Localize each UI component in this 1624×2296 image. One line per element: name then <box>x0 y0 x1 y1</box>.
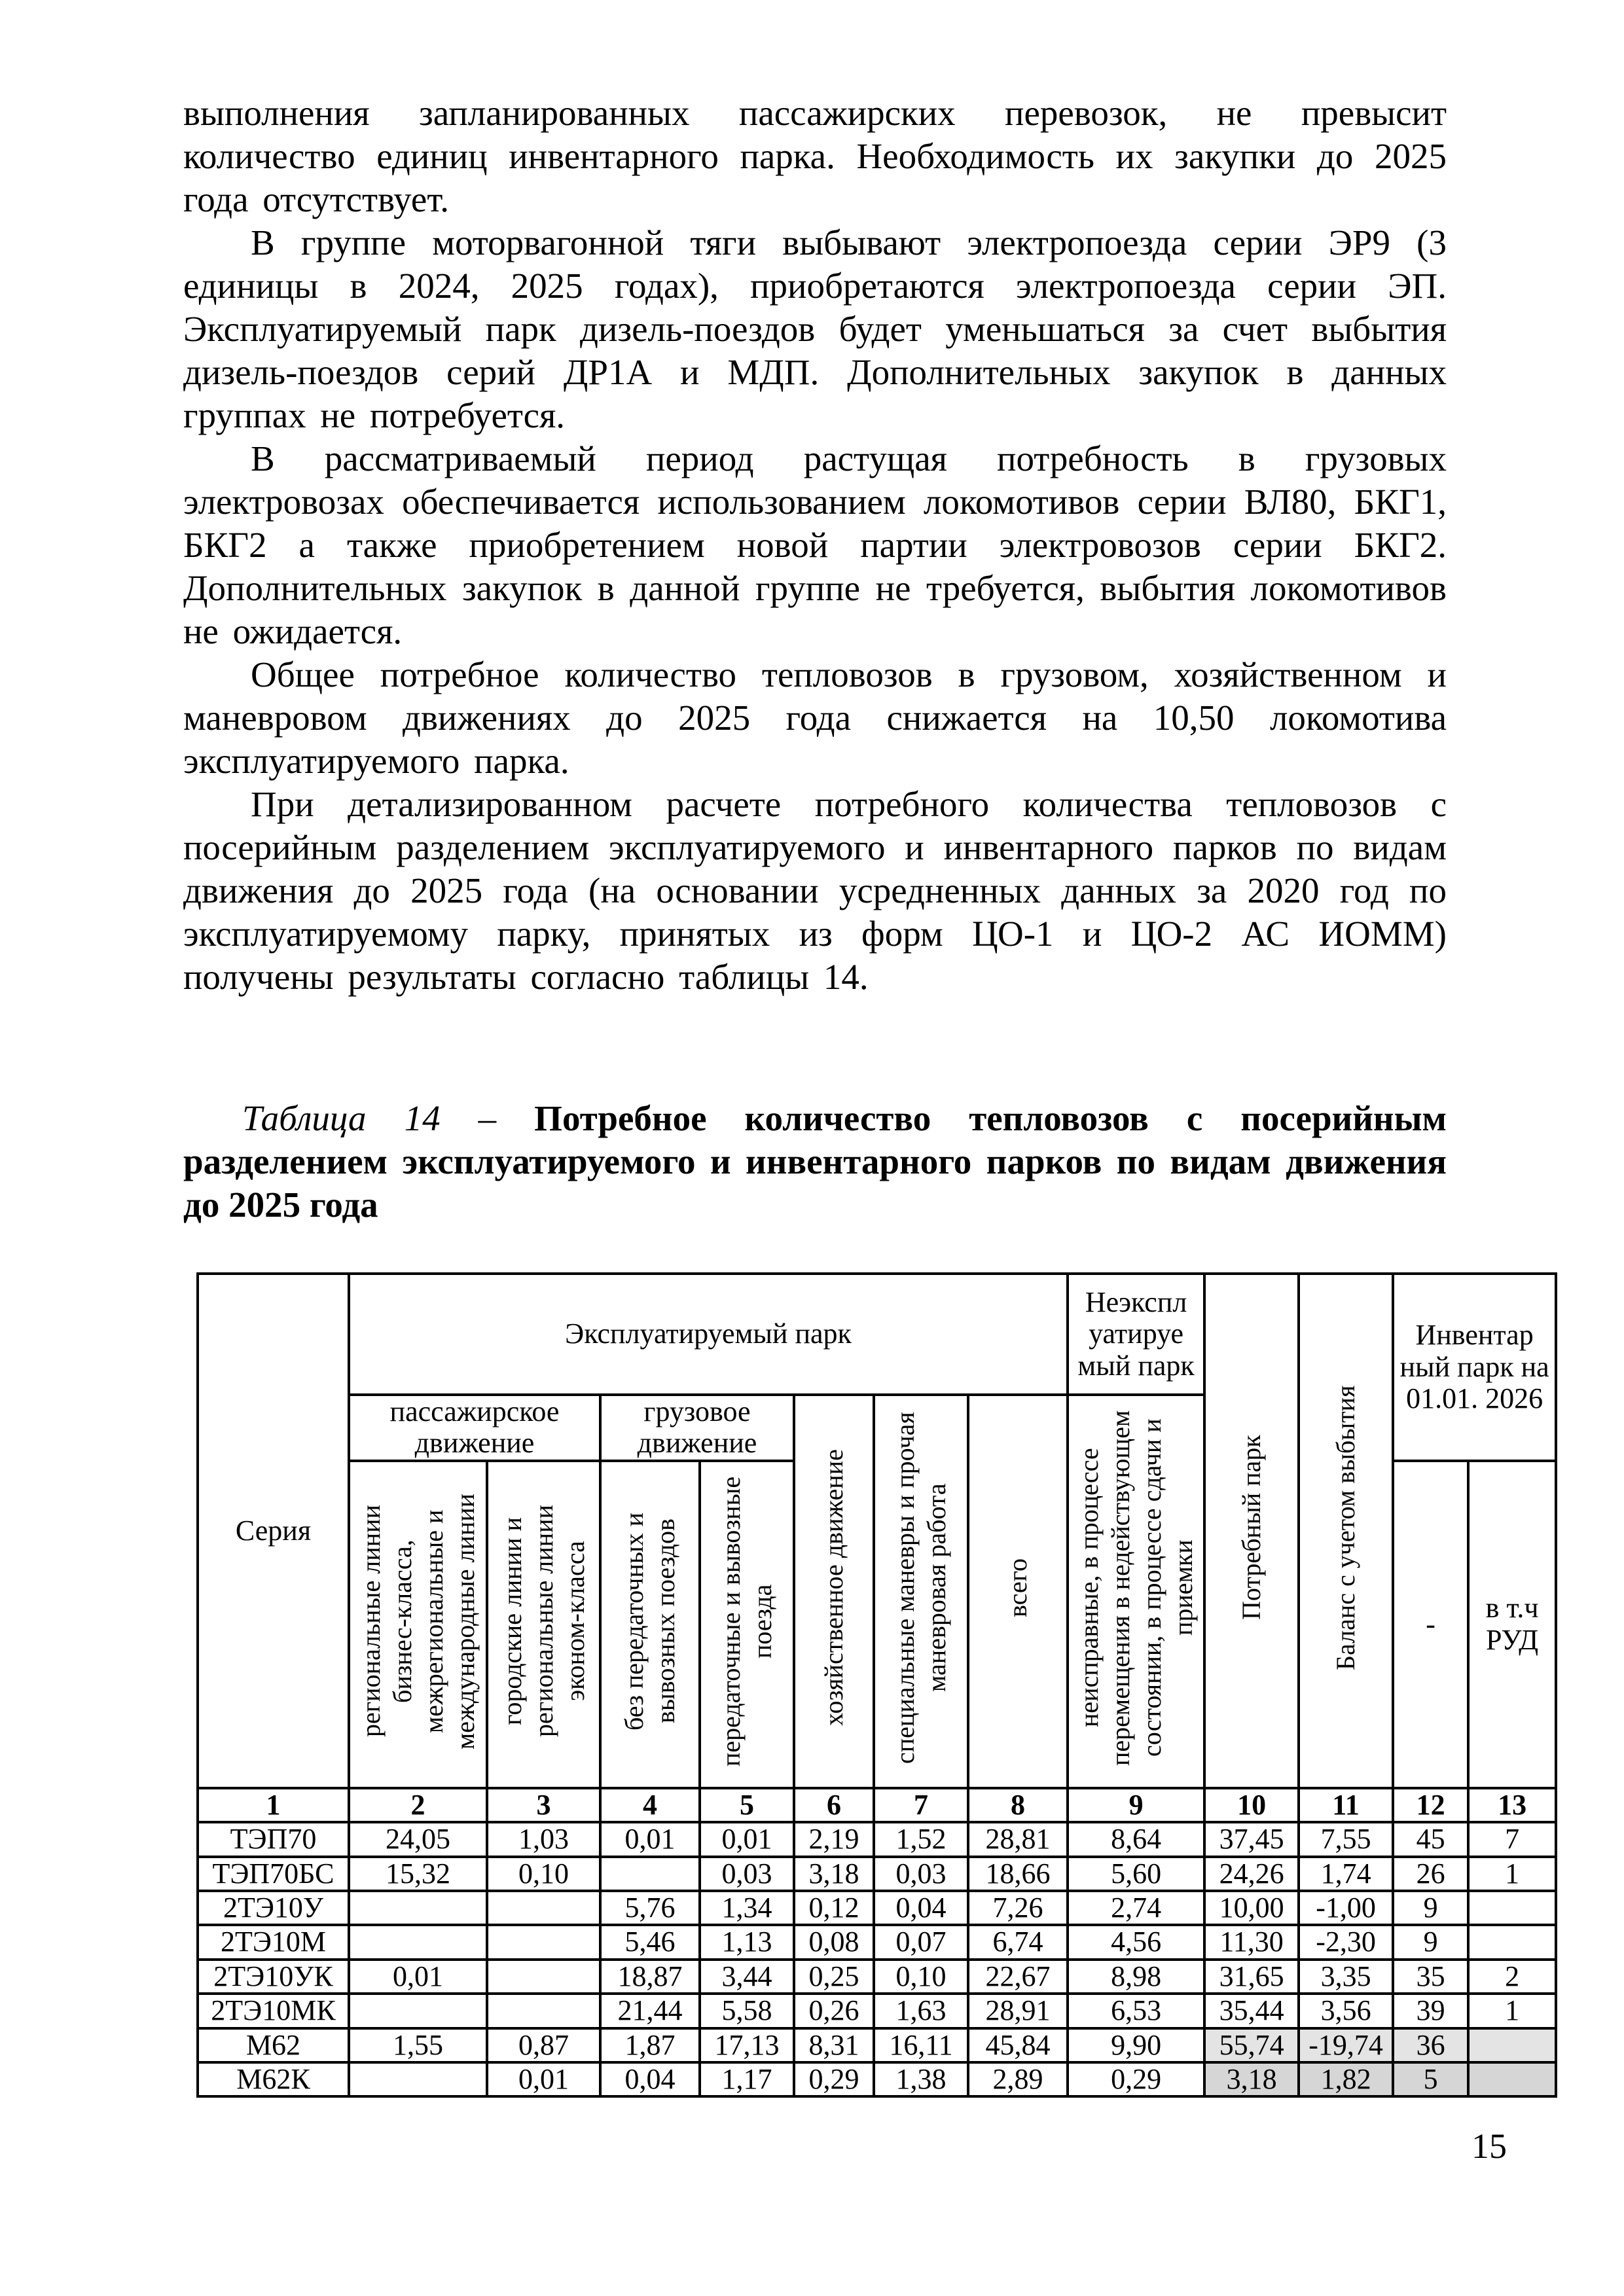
value-cell <box>487 1891 600 1925</box>
table-caption-label: Таблица 14 – <box>242 1098 497 1138</box>
value-cell: 0,04 <box>600 2062 700 2096</box>
column-number: 10 <box>1204 1788 1299 1822</box>
value-cell: 3,56 <box>1299 1994 1393 2028</box>
value-cell: 1,17 <box>700 2062 794 2096</box>
header-without-transfer-trains: без передаточных и вывозных поездов <box>600 1461 700 1788</box>
value-cell: 0,01 <box>600 1822 700 1856</box>
series-cell: ТЭП70БС <box>198 1857 349 1891</box>
value-cell <box>600 1857 700 1891</box>
value-cell: 1,03 <box>487 1822 600 1856</box>
header-rud: в т.ч РУД <box>1468 1461 1556 1788</box>
header-faulty: неисправные, в процессе перемещения в недействующем состоянии, в процессе сдачи и приемки <box>1068 1395 1204 1788</box>
header-required-park: Потребный парк <box>1204 1274 1299 1788</box>
value-cell: 26 <box>1393 1857 1468 1891</box>
paragraph: При детализированном расчете потребного количества тепловозов с посерийным разделением эксплуатируемого и инвентарного парков по видам движения до 2025 года (на основании усредненных данных за 2020 год по эксплуатируемому парку, принятых из форм ЦО-1 и ЦО-2 АС ИОММ) получены результаты согласно таблицы 14. <box>183 784 1447 997</box>
value-cell: 22,67 <box>968 1960 1068 1994</box>
value-cell: 0,07 <box>874 1925 968 1959</box>
value-cell: 0,03 <box>874 1857 968 1891</box>
value-cell: 0,01 <box>487 2062 600 2096</box>
value-cell: 2,19 <box>794 1822 874 1856</box>
value-cell: 1,13 <box>700 1925 794 1959</box>
column-number: 5 <box>700 1788 794 1822</box>
value-cell: 0,08 <box>794 1925 874 1959</box>
table-caption-title: Потребное количество тепловозов с посерийным разделением эксплуатируемого и инвентарного парков по видам движения до 2025 года <box>183 1098 1447 1225</box>
series-cell: М62К <box>198 2062 349 2096</box>
value-cell: 1,52 <box>874 1822 968 1856</box>
value-cell: 1,82 <box>1299 2062 1393 2096</box>
value-cell <box>487 1994 600 2028</box>
value-cell: 21,44 <box>600 1994 700 2028</box>
value-cell: -2,30 <box>1299 1925 1393 1959</box>
value-cell: 1,87 <box>600 2028 700 2062</box>
paragraph: В группе моторвагонной тяги выбывают электропоезда серии ЭР9 (3 единицы в 2024, 2025 годах), приобретаются электропоезда серии ЭП. Эксплуатируемый парк дизель-поездов будет уменьшаться за счет выбытия дизель-поездов серий ДР1А и МДП. Дополнительных закупок в данных группах не потребуется. <box>183 223 1447 435</box>
value-cell <box>349 2062 487 2096</box>
value-cell <box>1468 2062 1556 2096</box>
page-number: 15 <box>1471 2126 1507 2166</box>
column-number: 3 <box>487 1788 600 1822</box>
value-cell: 17,13 <box>700 2028 794 2062</box>
value-cell: 5,60 <box>1068 1857 1204 1891</box>
table-row <box>198 1857 1556 1891</box>
value-cell: 0,29 <box>794 2062 874 2096</box>
paragraph: В рассматриваемый период растущая потребность в грузовых электровозах обеспечивается использованием локомотивов серии ВЛ80, БКГ1, БКГ2 а также приобретением новой партии электровозов серии БКГ2. Дополнительных закупок в данной группе не требуется, выбытия локомотивов не ожидается. <box>183 439 1447 651</box>
table-row <box>198 1960 1556 1994</box>
series-cell: ТЭП70 <box>198 1822 349 1856</box>
value-cell: 3,44 <box>700 1960 794 1994</box>
value-cell: 1,74 <box>1299 1857 1393 1891</box>
value-cell: 0,01 <box>349 1960 487 1994</box>
value-cell: 7,55 <box>1299 1822 1393 1856</box>
value-cell: 11,30 <box>1204 1925 1299 1959</box>
value-cell: 1,63 <box>874 1994 968 2028</box>
value-cell: 35,44 <box>1204 1994 1299 2028</box>
value-cell: 16,11 <box>874 2028 968 2062</box>
value-cell: 3,18 <box>1204 2062 1299 2096</box>
value-cell: 0,04 <box>874 1891 968 1925</box>
value-cell: 1 <box>1468 1857 1556 1891</box>
value-cell: 6,53 <box>1068 1994 1204 2028</box>
value-cell: 0,10 <box>874 1960 968 1994</box>
table-row <box>198 1994 1556 2028</box>
value-cell: 0,01 <box>700 1822 794 1856</box>
value-cell: 10,00 <box>1204 1891 1299 1925</box>
series-cell: 2ТЭ10У <box>198 1891 349 1925</box>
value-cell: 2 <box>1468 1960 1556 1994</box>
value-cell: 9 <box>1393 1891 1468 1925</box>
header-series: Серия <box>198 1274 349 1788</box>
body-text <box>183 92 1447 999</box>
value-cell: 5,76 <box>600 1891 700 1925</box>
value-cell: 1,34 <box>700 1891 794 1925</box>
series-cell: М62 <box>198 2028 349 2062</box>
value-cell: 0,10 <box>487 1857 600 1891</box>
header-passenger: пассажирское движение <box>349 1395 600 1461</box>
value-cell <box>1468 1925 1556 1959</box>
column-number: 4 <box>600 1788 700 1822</box>
value-cell: 6,74 <box>968 1925 1068 1959</box>
column-number: 11 <box>1299 1788 1393 1822</box>
value-cell: 15,32 <box>349 1857 487 1891</box>
locomotives-table <box>196 1272 1557 2098</box>
value-cell: 5 <box>1393 2062 1468 2096</box>
column-number: 2 <box>349 1788 487 1822</box>
value-cell <box>1468 1891 1556 1925</box>
value-cell: 1,38 <box>874 2062 968 2096</box>
value-cell: 8,64 <box>1068 1822 1204 1856</box>
value-cell: 3,35 <box>1299 1960 1393 1994</box>
paragraph: Общее потребное количество тепловозов в грузовом, хозяйственном и маневровом движениях до 2025 года снижается на 10,50 локомотива эксплуатируемого парка. <box>183 655 1447 781</box>
value-cell: 1 <box>1468 1994 1556 2028</box>
value-cell: 31,65 <box>1204 1960 1299 1994</box>
value-cell: 37,45 <box>1204 1822 1299 1856</box>
table-row <box>198 2062 1556 2096</box>
value-cell: 24,05 <box>349 1822 487 1856</box>
header-regional-lines: региональные линии бизнес-класса, межрегиональные и международные линии <box>349 1461 487 1788</box>
value-cell: 0,12 <box>794 1891 874 1925</box>
value-cell: 24,26 <box>1204 1857 1299 1891</box>
header-inventory-park: Инвентар ный парк на 01.01. 2026 <box>1393 1274 1556 1461</box>
column-number: 6 <box>794 1788 874 1822</box>
value-cell: 0,87 <box>487 2028 600 2062</box>
value-cell: 45 <box>1393 1822 1468 1856</box>
value-cell: 2,74 <box>1068 1891 1204 1925</box>
value-cell: 36 <box>1393 2028 1468 2062</box>
header-city-lines: городские линии и региональные линии эконом-класса <box>487 1461 600 1788</box>
value-cell: 8,98 <box>1068 1960 1204 1994</box>
value-cell: 0,26 <box>794 1994 874 2028</box>
column-number: 1 <box>198 1788 349 1822</box>
table-caption <box>183 1097 1447 1227</box>
header-total: всего <box>968 1395 1068 1788</box>
value-cell: 0,25 <box>794 1960 874 1994</box>
column-number: 9 <box>1068 1788 1204 1822</box>
value-cell <box>487 1925 600 1959</box>
value-cell: 55,74 <box>1204 2028 1299 2062</box>
value-cell: 9 <box>1393 1925 1468 1959</box>
header-balance: Баланс с учетом выбытия <box>1299 1274 1393 1788</box>
value-cell: 2,89 <box>968 2062 1068 2096</box>
table-row <box>198 2028 1556 2062</box>
series-cell: 2ТЭ10МК <box>198 1994 349 2028</box>
value-cell: 45,84 <box>968 2028 1068 2062</box>
value-cell <box>1468 2028 1556 2062</box>
value-cell: 7,26 <box>968 1891 1068 1925</box>
header-transfer-trains: передаточные и вывозные поезда <box>700 1461 794 1788</box>
value-cell: -1,00 <box>1299 1891 1393 1925</box>
column-number: 8 <box>968 1788 1068 1822</box>
value-cell: 18,87 <box>600 1960 700 1994</box>
header-nonexploited-park: Неэкспл уатируе мый парк <box>1068 1274 1204 1395</box>
value-cell: 0,03 <box>700 1857 794 1891</box>
value-cell: 7 <box>1468 1822 1556 1856</box>
value-cell <box>349 1891 487 1925</box>
value-cell: 5,58 <box>700 1994 794 2028</box>
value-cell: 1,55 <box>349 2028 487 2062</box>
column-number: 7 <box>874 1788 968 1822</box>
header-freight: грузовое движение <box>600 1395 794 1461</box>
value-cell: 8,31 <box>794 2028 874 2062</box>
column-number: 13 <box>1468 1788 1556 1822</box>
value-cell: 28,81 <box>968 1822 1068 1856</box>
value-cell: -19,74 <box>1299 2028 1393 2062</box>
header-dash: - <box>1393 1461 1468 1788</box>
value-cell: 28,91 <box>968 1994 1068 2028</box>
value-cell <box>487 1960 600 1994</box>
column-numbers-row <box>198 1788 1556 1822</box>
value-cell <box>349 1925 487 1959</box>
value-cell: 9,90 <box>1068 2028 1204 2062</box>
header-exploited-park: Эксплуатируемый парк <box>349 1274 1068 1395</box>
table-row <box>198 1822 1556 1856</box>
series-cell: 2ТЭ10УК <box>198 1960 349 1994</box>
value-cell: 4,56 <box>1068 1925 1204 1959</box>
value-cell <box>349 1994 487 2028</box>
series-cell: 2ТЭ10М <box>198 1925 349 1959</box>
value-cell: 3,18 <box>794 1857 874 1891</box>
value-cell: 35 <box>1393 1960 1468 1994</box>
header-economic-movement: хозяйственное движение <box>794 1395 874 1788</box>
table-row <box>198 1891 1556 1925</box>
value-cell: 18,66 <box>968 1857 1068 1891</box>
value-cell: 5,46 <box>600 1925 700 1959</box>
value-cell: 39 <box>1393 1994 1468 2028</box>
paragraph: выполнения запланированных пассажирских перевозок, не превысит количество единиц инвентарного парка. Необходимость их закупки до 2025 года отсутствует. <box>183 93 1447 219</box>
header-special-maneuvers: специальные маневры и прочая маневровая работа <box>874 1395 968 1788</box>
table-row <box>198 1925 1556 1959</box>
column-number: 12 <box>1393 1788 1468 1822</box>
value-cell: 0,29 <box>1068 2062 1204 2096</box>
